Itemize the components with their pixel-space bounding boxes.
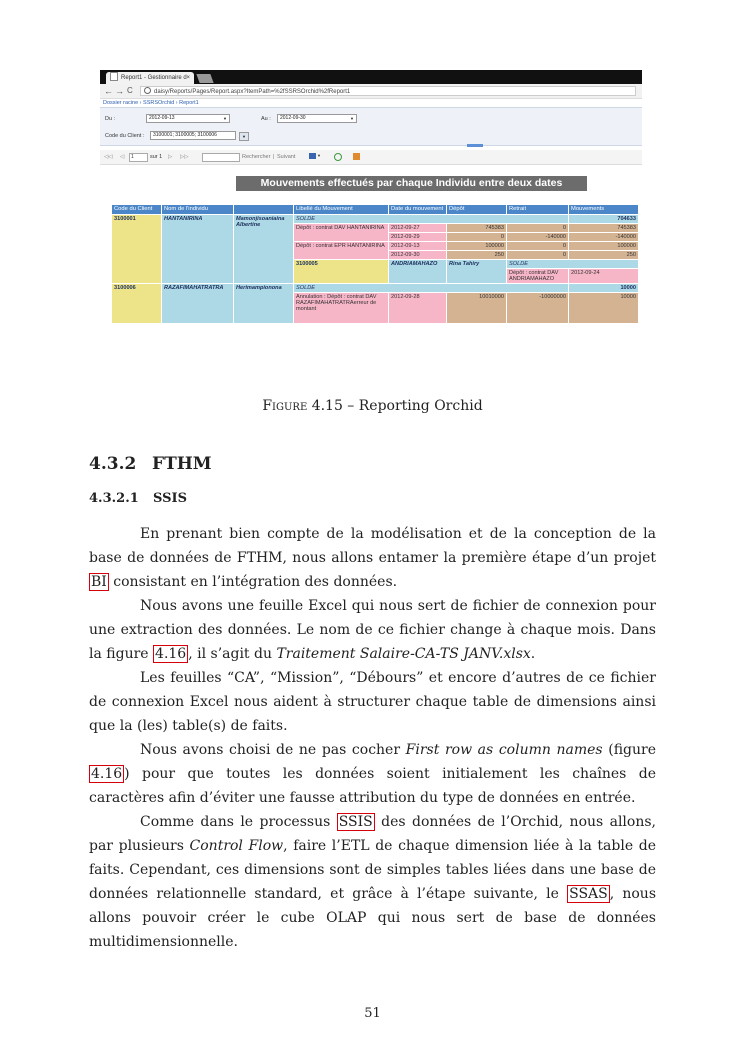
text-span: , faire l’ETL de chaque dimension liée à la table de faits. Cependant, ces dimensions sont de simples tables liées dans une base de données relationnelle standard, et grâce à l’étape suivante, le — [89, 838, 656, 902]
glossary-link[interactable]: BI — [91, 574, 107, 590]
header-cell: Libellé du Mouvement — [294, 205, 389, 215]
movement-value: 10000 — [569, 293, 639, 324]
figure-link[interactable]: 4.16 — [91, 766, 123, 782]
client-value: 3100001; 3100005; 3100006 — [153, 132, 217, 138]
subsection-heading — [89, 491, 187, 506]
page-of-label: sur 1 — [150, 154, 163, 160]
forward-arrow-icon[interactable]: → — [115, 86, 124, 96]
movement-label: Dépôt : contrat EPR HANTANIRINA — [294, 242, 389, 260]
browser-nav-bar — [100, 84, 642, 99]
movement-date: 2012-09-30 — [389, 251, 447, 260]
figure-link[interactable]: 4.16 — [155, 646, 187, 662]
last-page-icon[interactable]: ▷▷ — [180, 154, 189, 160]
paragraph: Les feuilles “CA”, “Mission”, “Débours” et encore d’autres de ce fichier de connexion Excel nous aident à structurer chaque table de dimensions ainsi que la (les) table(s) de faits. — [89, 670, 656, 734]
search-input[interactable] — [202, 153, 240, 162]
section-heading — [89, 454, 212, 474]
report-screenshot — [100, 70, 642, 360]
client-firstname: Herimampionona — [234, 284, 294, 324]
paragraph — [89, 738, 656, 810]
movement-label: Annulation : Dépôt : contrat DAV RAZAFIMAHATRATRAerreur de montant — [294, 293, 389, 324]
client-select[interactable] — [150, 131, 236, 140]
url-text: daisy/Reports/Pages/Report.aspx?ItemPath=%2fSSRSOrchid%2fReport1 — [154, 89, 351, 95]
figure-label: Figure 4.15 — [262, 398, 343, 414]
parameter-area — [100, 107, 642, 146]
report-table — [111, 204, 639, 324]
solde-label: SOLDE — [294, 284, 569, 293]
text-span: First row as column names — [405, 742, 603, 758]
withdrawal-value: 0 — [507, 242, 569, 251]
toolbar-separator: | — [273, 154, 275, 160]
movement-label: Dépôt : contrat DAV HANTANIRINA — [294, 224, 389, 242]
au-label: Au : — [261, 116, 271, 122]
dropdown-arrow-icon: ▼ — [350, 116, 354, 121]
glossary-link[interactable]: SSAS — [569, 886, 608, 902]
subsection-number: 4.3.2.1 — [89, 491, 139, 506]
text-span: Control Flow — [189, 838, 284, 854]
next-link[interactable]: Suivant — [277, 154, 296, 160]
report-toolbar — [100, 150, 642, 165]
au-value: 2012-09-30 — [280, 115, 306, 121]
text-span: , il s’agit du — [188, 646, 277, 662]
withdrawal-value: 0 — [507, 224, 569, 233]
movement-value: -140000 — [569, 233, 639, 242]
du-value: 2012-09-13 — [149, 115, 175, 121]
info-icon — [144, 87, 151, 94]
client-name: RAZAFIMAHATRATRA — [162, 284, 234, 324]
header-cell — [234, 205, 294, 215]
text-span: Nous avons choisi de ne pas cocher — [140, 742, 406, 758]
prev-page-icon[interactable]: ◁ — [120, 154, 125, 160]
client-firstname: Mamonjisoaniaina Albertine — [234, 215, 294, 284]
splitter-handle[interactable] — [467, 144, 483, 147]
header-cell: Retrait — [507, 205, 569, 215]
text-span: ) pour que toutes les données soient initialement les chaînes de caractères afin d’éviter une fausse attribution du type de données en entrée. — [89, 766, 656, 806]
text-span: (figure — [602, 742, 656, 758]
deposit-value: 100000 — [447, 242, 507, 251]
new-tab-button[interactable] — [196, 74, 213, 83]
movement-date: 2012-09-28 — [389, 293, 447, 324]
paragraph — [89, 810, 656, 954]
client-name: HANTANIRINA — [162, 215, 234, 284]
paragraph — [89, 522, 656, 594]
header-cell: Nom de l'individu — [162, 205, 234, 215]
client-code: 3100005 — [294, 260, 389, 284]
solde-label: SOLDE — [507, 260, 639, 269]
movement-date: 2012-09-29 — [389, 233, 447, 242]
back-arrow-icon[interactable]: ← — [104, 86, 113, 96]
header-cell: Date du mouvement — [389, 205, 447, 215]
text-span: Comme dans le processus — [140, 814, 337, 830]
header-cell: Mouvements — [569, 205, 639, 215]
client-dropdown-button[interactable]: ▼ — [239, 132, 249, 141]
solde-value: 704633 — [569, 215, 639, 224]
tab-title: Report1 - Gestionnaire d — [121, 75, 187, 81]
movement-date: 2012-09-27 — [389, 224, 447, 233]
figure-caption — [0, 398, 745, 414]
section-number: 4.3.2 — [89, 454, 137, 474]
client-label: Code du Client : — [105, 133, 145, 139]
movement-value: 250 — [569, 251, 639, 260]
search-link[interactable]: Rechercher — [242, 154, 271, 160]
client-code: 3100006 — [112, 284, 162, 324]
reload-icon[interactable]: C — [127, 86, 133, 95]
au-select[interactable] — [277, 114, 357, 123]
movement-value: 100000 — [569, 242, 639, 251]
solde-value: 10000 — [569, 284, 639, 293]
du-label: Du : — [105, 116, 116, 122]
client-firstname: Rina Tahiry — [447, 260, 507, 284]
header-cell: Code du Client — [112, 205, 162, 215]
page-number: 51 — [364, 1006, 381, 1021]
chevron-down-icon[interactable]: ▼ — [317, 153, 321, 158]
refresh-icon[interactable] — [334, 153, 342, 161]
url-bar[interactable] — [140, 86, 636, 96]
withdrawal-value: -140000 — [507, 233, 569, 242]
withdrawal-value: -10000000 — [507, 293, 569, 324]
breadcrumb[interactable]: Dossier racine › SSRSOrchid › Report1 — [103, 100, 199, 106]
text-span: Traitement Salaire-CA-TS JANV.xlsx — [276, 646, 531, 662]
close-icon[interactable]: × — [186, 75, 190, 81]
client-code: 3100001 — [112, 215, 162, 284]
table-row — [112, 215, 639, 224]
solde-label: SOLDE — [294, 215, 569, 224]
next-page-icon[interactable]: ▷ — [168, 154, 173, 160]
text-span: des données de l’Orchid, nous allons, par plusieurs — [89, 814, 656, 854]
text-span: . — [530, 646, 536, 662]
withdrawal-value: 0 — [507, 251, 569, 260]
deposit-value: 745383 — [447, 224, 507, 233]
movement-value: 745383 — [569, 224, 639, 233]
dropdown-arrow-icon: ▼ — [223, 116, 227, 121]
text-span: , nous allons pouvoir créer le cube OLAP qui nous sert de base de données multidimensionnelle. — [89, 886, 657, 950]
subsection-title: SSIS — [153, 491, 187, 506]
deposit-value: 0 — [447, 233, 507, 242]
deposit-value: 250 — [447, 251, 507, 260]
header-cell: Dépôt — [447, 205, 507, 215]
text-span: En prenant bien compte de la modélisation et de la conception de la base de données de FTHM, nous allons entamer la première étape d’un projet — [89, 526, 656, 566]
movement-date: 2012-09-13 — [389, 242, 447, 251]
report-title: Mouvements effectués par chaque Individu entre deux dates — [236, 176, 587, 191]
table-header-row — [112, 205, 639, 215]
movement-date: 2012-09-24 — [569, 269, 639, 284]
du-select[interactable] — [146, 114, 230, 123]
export-icon[interactable] — [309, 153, 316, 159]
deposit-value: 10010000 — [447, 293, 507, 324]
print-icon[interactable] — [353, 153, 360, 160]
browser-tab-bar — [100, 70, 642, 84]
section-title: FTHM — [152, 454, 212, 474]
figure-caption-text: – Reporting Orchid — [342, 398, 483, 414]
text-span: consistant en l’intégration des données. — [108, 574, 398, 590]
first-page-icon[interactable]: ◁◁ — [104, 154, 113, 160]
glossary-link[interactable]: SSIS — [338, 814, 373, 830]
page-icon — [110, 72, 118, 81]
text-span: Nous avons une feuille Excel qui nous sert de fichier de connexion pour une extraction des données. Le nom de ce fichier change à chaque mois. Dans la figure — [89, 598, 656, 662]
movement-label: Dépôt : contrat DAV ANDRIAMAHAZO — [507, 269, 569, 284]
browser-tab[interactable] — [106, 72, 194, 84]
body-text — [89, 522, 656, 954]
client-name: ANDRIAMAHAZO — [389, 260, 447, 284]
table-row — [112, 284, 639, 293]
paragraph — [89, 594, 656, 666]
page-input[interactable]: 1 — [129, 153, 148, 162]
